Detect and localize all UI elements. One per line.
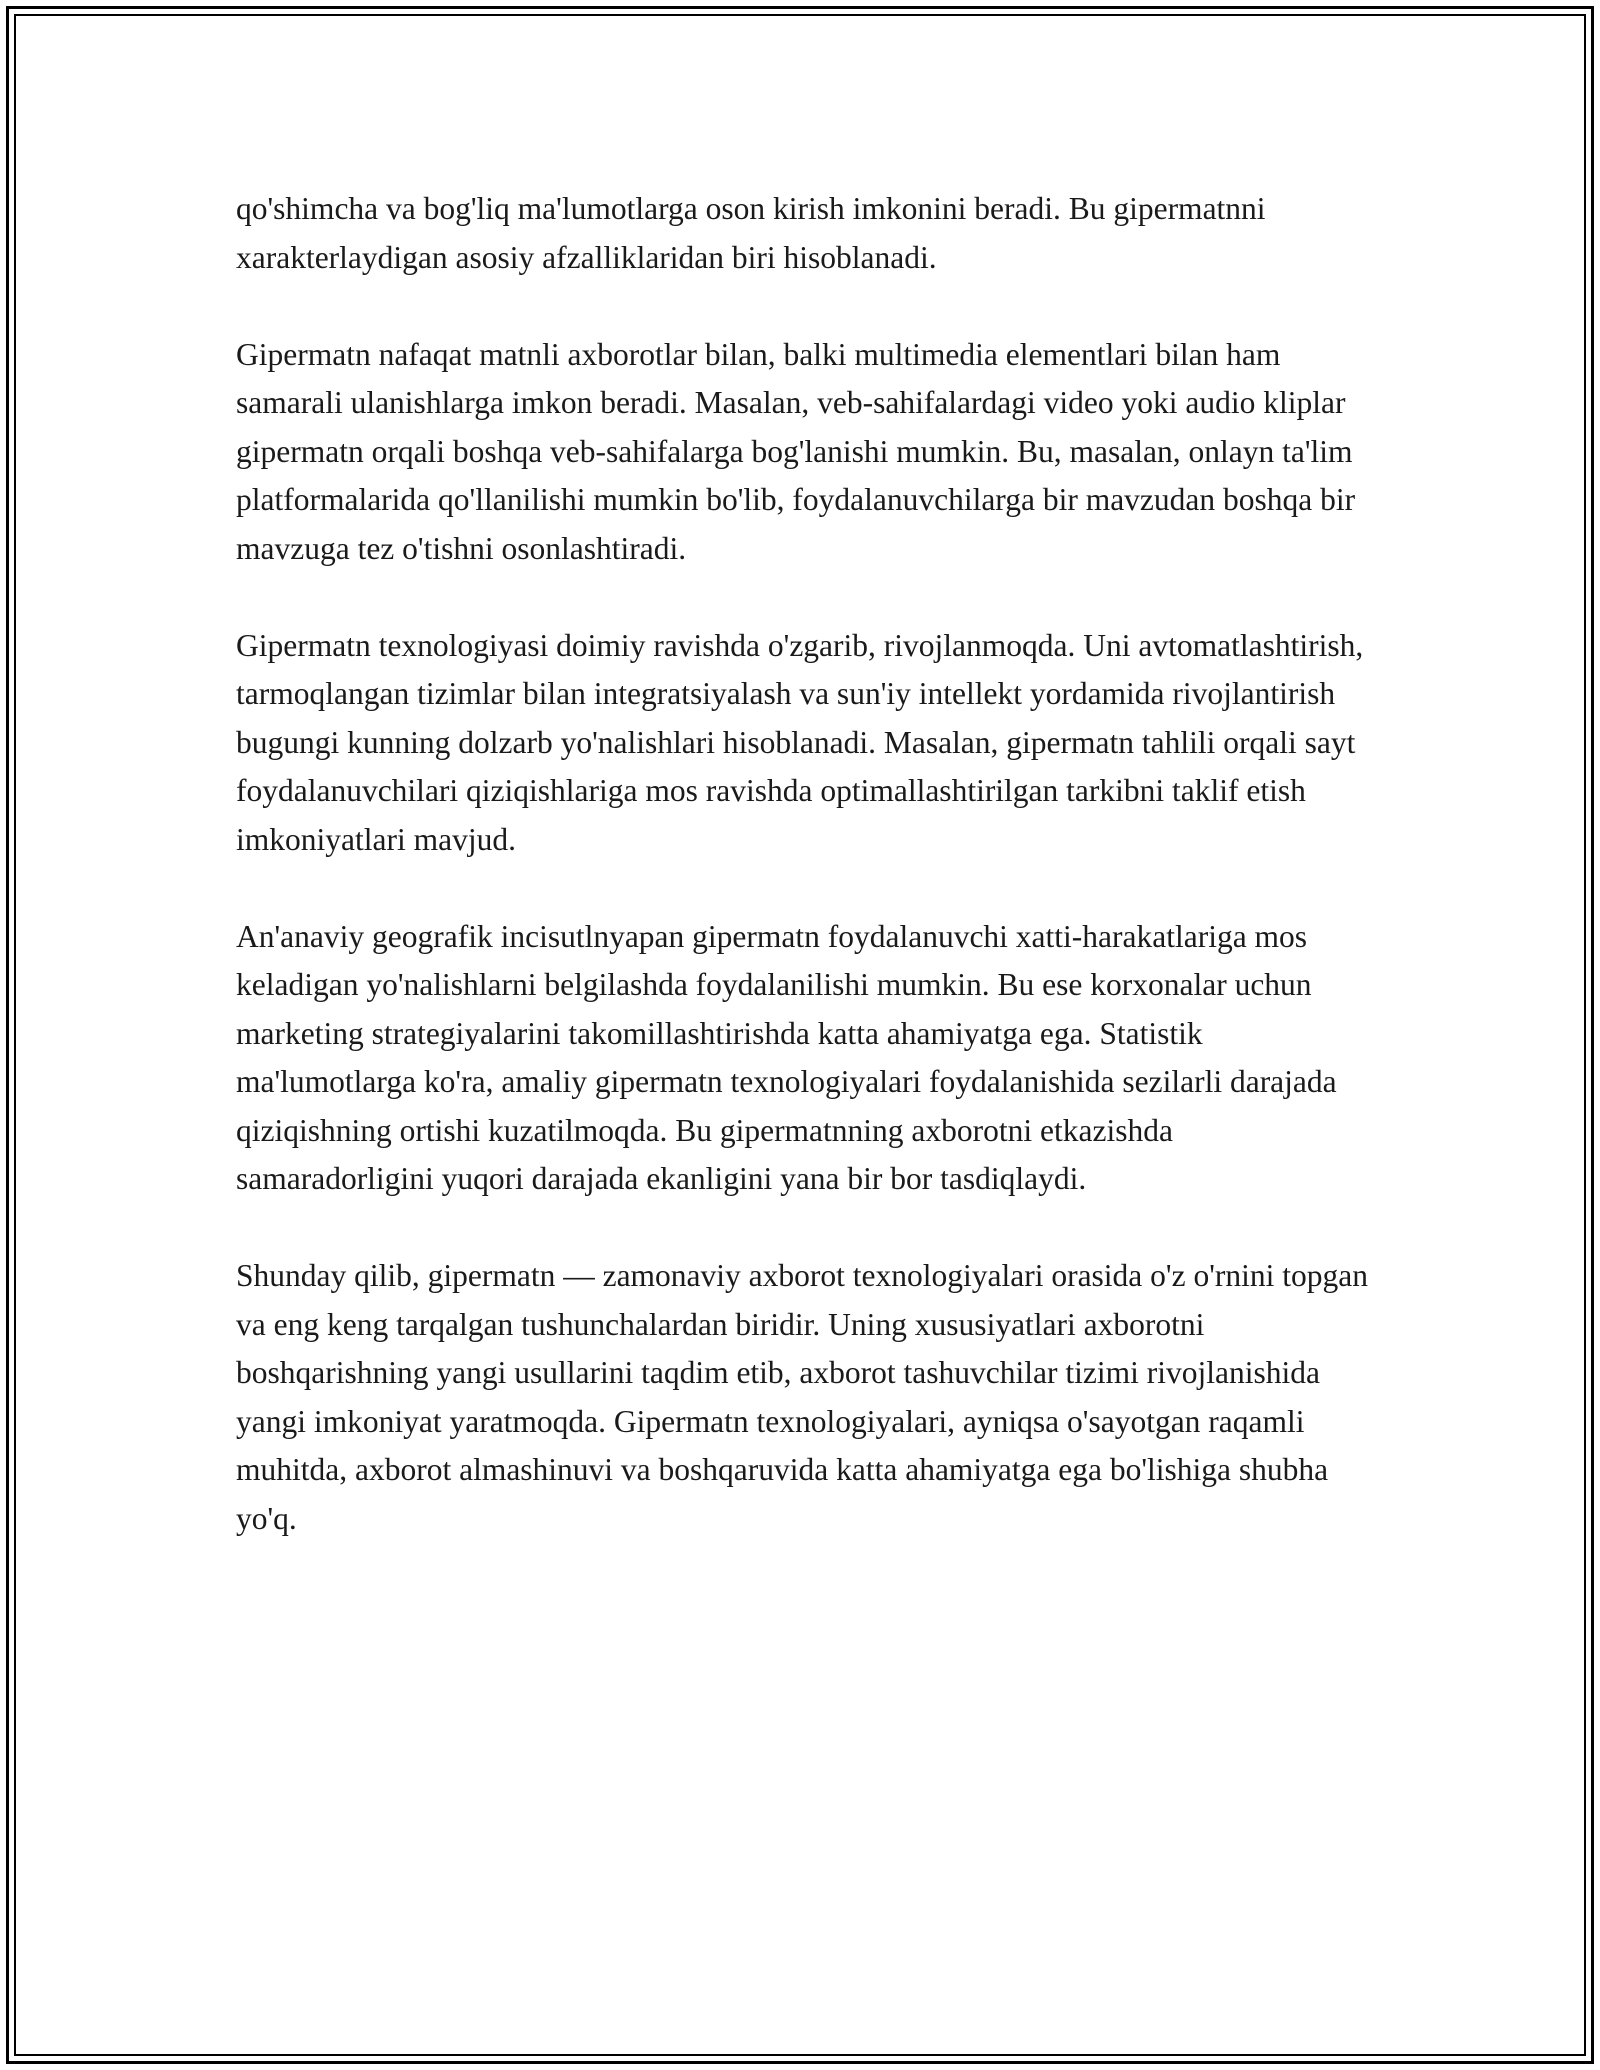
paragraph-2: Gipermatn nafaqat matnli axborotlar bilan, balki multimedia elementlari bilan ham samarali ulanishlarga imkon beradi. Masalan, veb-sahifalardagi video yoki audio kliplar gipermatn orqali boshqa veb-sahifalarga bog'lanishi mumkin. Bu, masalan, onlayn ta'lim platformalarida qo'llanilishi mumkin bo'lib, foydalanuvchilarga bir mavzudan boshqa bir mavzuga tez o'tishni osonlashtiradi. [236, 336, 1356, 566]
paragraph-1: qo'shimcha va bog'liq ma'lumotlarga oson kirish imkonini beradi. Bu gipermatnni xarakterlaydigan asosiy afzalliklaridan biri hisoblanadi. [236, 191, 1266, 275]
paragraph-3: Gipermatn texnologiyasi doimiy ravishda o'zgarib, rivojlanmoqda. Uni avtomatlashtirish, tarmoqlangan tizimlar bilan integratsiyalash va sun'iy intellekt yordamida rivojlantirish bugungi kunning dolzarb yo'nalishlari hisoblanadi. Masalan, gipermatn tahlili orqali sayt foydalanuvchilari qiziqishlariga mos ravishda optimallashtirilgan tarkibni taklif etish imkoniyatlari mavjud. [236, 627, 1364, 857]
paragraph-4: An'anaviy geografik incisutlnyapan gipermatn foydalanuvchi xatti-harakatlariga mos keladigan yo'nalishlarni belgilashda foydalanilishi mumkin. Bu ese korxonalar uchun marketing strategiyalarini takomillashtirishda katta ahamiyatga ega. Statistik ma'lumotlarga ko'ra, amaliy gipermatn texnologiyalari foydalanishida sezilarli darajada qiziqishning ortishi kuzatilmoqda. Bu gipermatnning axborotni etkazishda samaradorligini yuqori darajada ekanligini yana bir bor tasdiqlaydi. [236, 918, 1337, 1196]
paragraph-5: Shunday qilib, gipermatn — zamonaviy axborot texnologiyalari orasida o'z o'rnini topgan va eng keng tarqalgan tushunchalardan biridir. Uning xususiyatlari axborotni boshqarishning yangi usullarini taqdim etib, axborot tashuvchilar tizimi rivojlanishida yangi imkoniyat yaratmoqda. Gipermatn texnologiyalari, ayniqsa o'sayotgan raqamli muhitda, axborot almashinuvi va boshqaruvida katta ahamiyatga ega bo'lishiga shubha yo'q. [236, 1258, 1368, 1536]
document-body [236, 185, 1376, 1543]
